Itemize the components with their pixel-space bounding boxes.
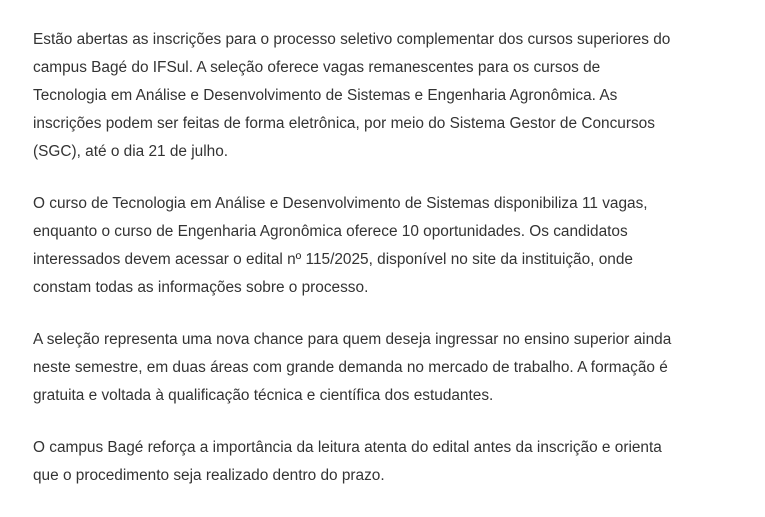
paragraph-1 xyxy=(33,26,733,166)
paragraph-line: constam todas as informações sobre o processo. xyxy=(33,279,369,296)
paragraph-3 xyxy=(33,326,733,410)
paragraph-line: (SGC), até o dia 21 de julho. xyxy=(33,143,229,160)
paragraph-line: Estão abertas as inscrições para o processo seletivo complementar dos cursos superiores do xyxy=(33,31,671,48)
paragraph-line: Tecnologia em Análise e Desenvolvimento de Sistemas e Engenharia Agronômica. As xyxy=(33,87,618,104)
paragraph-line: A seleção representa uma nova chance para quem deseja ingressar no ensino superior ainda xyxy=(33,331,672,348)
paragraph-line: O campus Bagé reforça a importância da leitura atenta do edital antes da inscrição e orienta xyxy=(33,439,662,456)
paragraph-2 xyxy=(33,190,733,302)
paragraph-line: inscrições podem ser feitas de forma eletrônica, por meio do Sistema Gestor de Concursos xyxy=(33,115,655,132)
paragraph-line: gratuita e voltada à qualificação técnica e científica dos estudantes. xyxy=(33,387,494,404)
paragraph-line: neste semestre, em duas áreas com grande demanda no mercado de trabalho. A formação é xyxy=(33,359,668,376)
paragraph-line: O curso de Tecnologia em Análise e Desenvolvimento de Sistemas disponibiliza 11 vagas, xyxy=(33,195,648,212)
paragraph-line: interessados devem acessar o edital nº 115/2025, disponível no site da instituição, onde xyxy=(33,251,633,268)
paragraph-line: que o procedimento seja realizado dentro do prazo. xyxy=(33,467,385,484)
article-body xyxy=(33,26,733,490)
paragraph-line: campus Bagé do IFSul. A seleção oferece vagas remanescentes para os cursos de xyxy=(33,59,601,76)
paragraph-line: enquanto o curso de Engenharia Agronômica oferece 10 oportunidades. Os candidatos xyxy=(33,223,628,240)
paragraph-4 xyxy=(33,434,733,490)
